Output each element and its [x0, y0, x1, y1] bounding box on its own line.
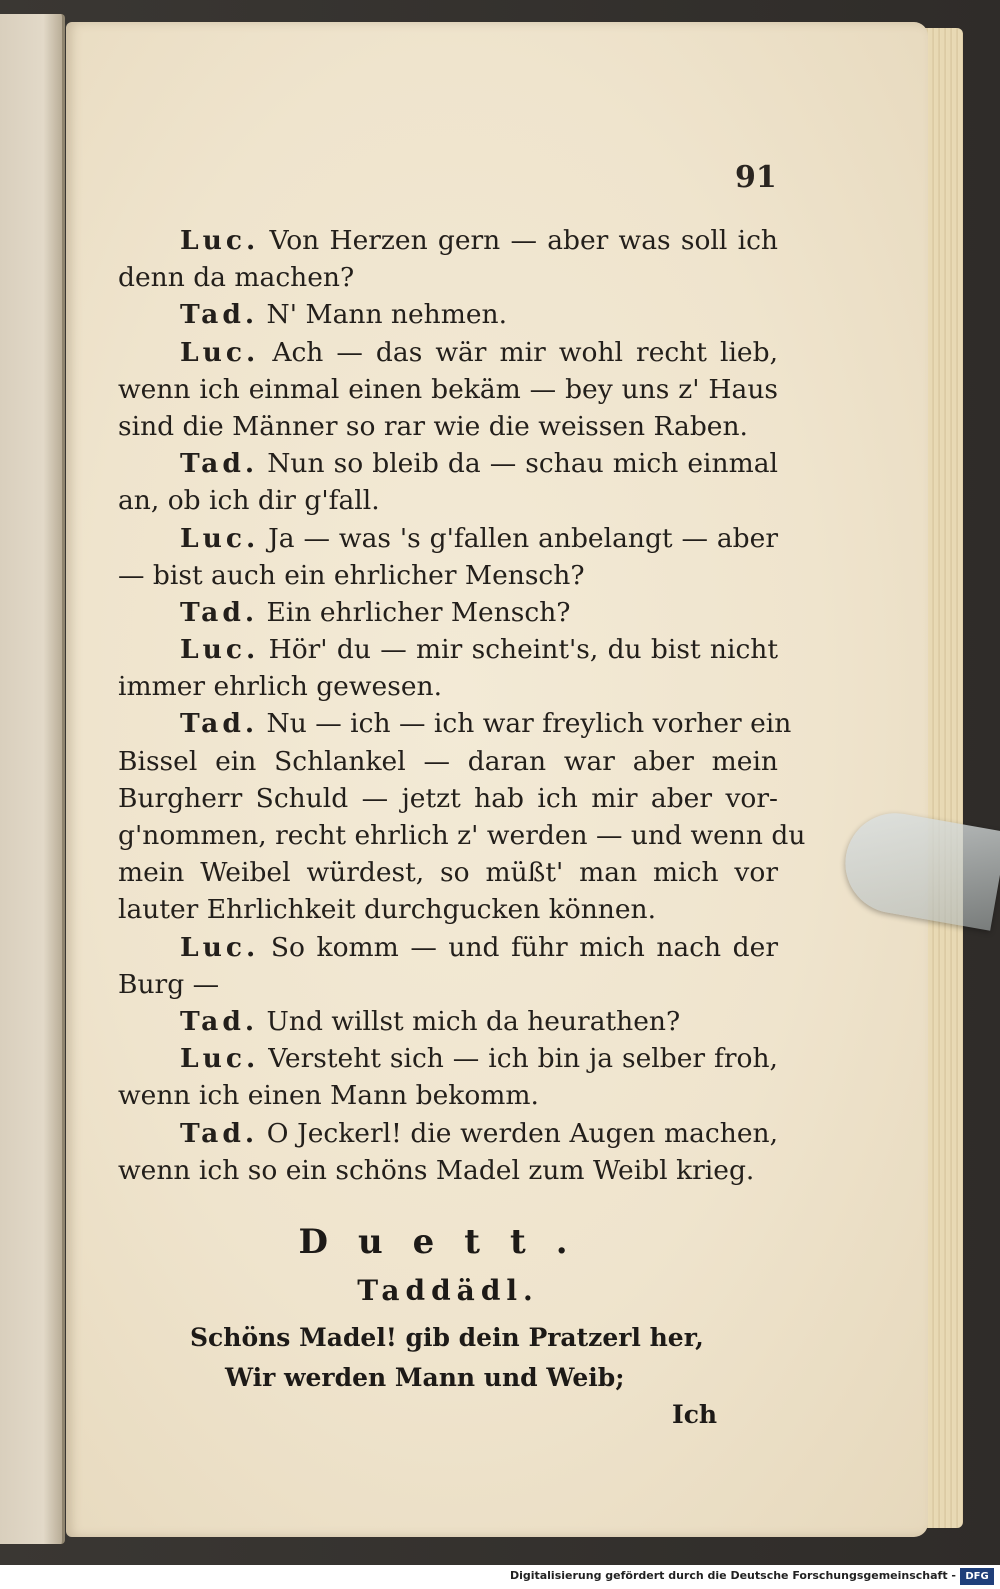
text-line: [118, 1040, 778, 1077]
speaker-label: Tad.: [180, 708, 259, 740]
line-text: Ein ehrlicher Mensch?: [266, 596, 571, 628]
text-line: [118, 334, 778, 371]
line-text: N' Mann nehmen.: [266, 299, 508, 331]
speaker-label: Luc.: [180, 1043, 260, 1075]
line-text: Von Herzen gern — aber was soll ich: [269, 225, 778, 256]
text-line: [118, 222, 778, 259]
text-line: [118, 705, 792, 742]
dialogue-text: [118, 222, 806, 1189]
footer-bar: [0, 1565, 1000, 1589]
line-text: O Jeckerl! die werden Augen machen,: [266, 1117, 778, 1149]
speaker-label: Luc.: [180, 225, 260, 256]
line-text: Ja — was 's g'fallen anbelangt — aber: [268, 522, 778, 554]
text-line: [118, 1115, 778, 1152]
line-text: Bissel ein Schlankel — daran war aber mein: [118, 745, 778, 777]
line-text: Hör' du — mir scheint's, du bist nicht: [268, 634, 778, 666]
section-heading: Duett.: [298, 1222, 598, 1262]
text-line: [118, 929, 778, 966]
text-line: [118, 408, 778, 445]
line-text: sind die Männer so rar wie die weissen Raben.: [118, 410, 748, 442]
text-line: [118, 445, 778, 482]
speaker-heading: Taddädl.: [357, 1274, 539, 1307]
catchword: Ich: [672, 1400, 718, 1429]
page-number: 91: [735, 160, 777, 195]
text-line: [118, 854, 778, 891]
text-line: [118, 668, 778, 705]
line-text: Burgherr Schuld — jetzt hab ich mir aber vor-: [118, 782, 778, 814]
text-line: [118, 1077, 778, 1114]
speaker-label: Luc.: [180, 634, 260, 666]
verse-line-2: Wir werden Mann und Weib;: [225, 1363, 625, 1392]
speaker-label: Luc.: [180, 336, 260, 368]
speaker-label: Tad.: [180, 1005, 259, 1037]
line-text: — bist auch ein ehrlicher Mensch?: [118, 559, 585, 591]
line-text: Ach — das wär mir wohl recht lieb,: [272, 336, 778, 368]
dfg-logo: DFG: [960, 1568, 994, 1585]
text-line: [118, 743, 778, 780]
speaker-label: Luc.: [180, 522, 260, 554]
speaker-label: Tad.: [180, 448, 259, 480]
text-line: [118, 966, 778, 1003]
text-line: [118, 482, 778, 519]
text-line: [118, 780, 778, 817]
line-text: lauter Ehrlichkeit durchgucken können.: [118, 894, 657, 926]
line-text: Nun so bleib da — schau mich einmal: [267, 448, 778, 480]
text-line: [118, 371, 778, 408]
speaker-label: Tad.: [180, 1117, 259, 1149]
left-page-edge: [0, 14, 65, 1544]
speaker-label: Tad.: [180, 299, 259, 331]
line-text: g'nommen, recht ehrlich z' werden — und wenn du: [118, 820, 806, 851]
funding-notice: Digitalisierung gefördert durch die Deutsche Forschungsgemeinschaft -: [509, 1569, 956, 1582]
line-text: Und willst mich da heurathen?: [266, 1005, 681, 1037]
text-line: [118, 594, 778, 631]
speaker-label: Tad.: [180, 596, 259, 628]
text-line: [118, 296, 778, 333]
line-text: wenn ich so ein schöns Madel zum Weibl krieg.: [118, 1154, 755, 1186]
text-line: [118, 557, 778, 594]
text-line: [118, 520, 778, 557]
line-text: Nu — ich — ich war freylich vorher ein: [266, 708, 792, 740]
text-line: [118, 259, 778, 296]
text-line: [118, 1003, 778, 1040]
line-text: Burg —: [118, 968, 220, 1000]
line-text: wenn ich einen Mann bekomm.: [118, 1080, 539, 1112]
line-text: immer ehrlich gewesen.: [118, 671, 442, 703]
line-text: denn da machen?: [118, 262, 355, 294]
speaker-label: Luc.: [180, 931, 260, 963]
text-line: [118, 631, 778, 668]
text-line: [118, 891, 778, 928]
line-text: mein Weibel würdest, so müßt' man mich vor: [118, 857, 778, 889]
line-text: So komm — und führ mich nach der: [270, 931, 778, 963]
verse-line-1: Schöns Madel! gib dein Pratzerl her,: [190, 1323, 704, 1352]
line-text: an, ob ich dir g'fall.: [118, 485, 380, 517]
text-line: [118, 817, 806, 854]
text-line: [118, 1152, 778, 1189]
line-text: Versteht sich — ich bin ja selber froh,: [268, 1043, 778, 1075]
line-text: wenn ich einmal einen bekäm — bey uns z' Haus: [118, 373, 778, 405]
